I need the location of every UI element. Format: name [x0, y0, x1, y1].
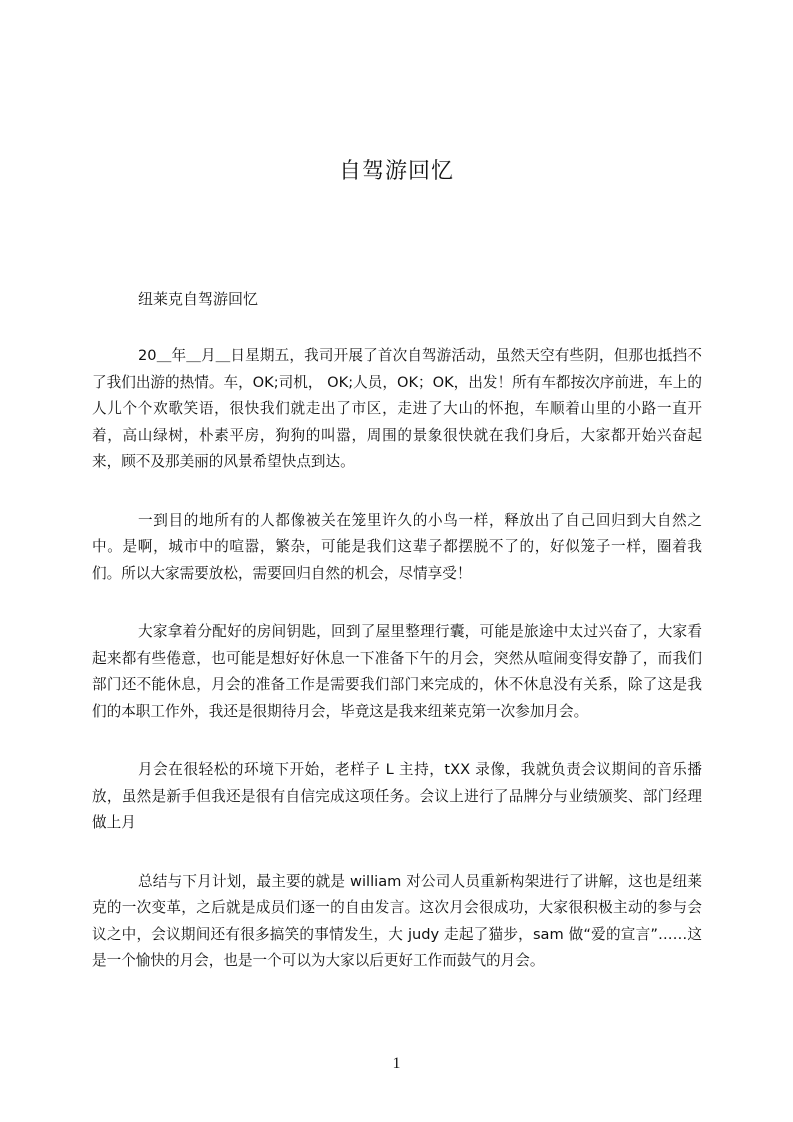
- document-body: [92, 287, 702, 975]
- section-heading: 纽莱克自驾游回忆: [138, 290, 259, 308]
- paragraph-1: 20＿年＿月＿日星期五，我司开展了首次自驾游活动，虽然天空有些阴，但那也抵挡不了我们出游的热情。车，OK;司机， OK;人员，OK；OK，出发！所有车都按次序前进，车上的人儿个个欢歌笑语，很快我们就走出了市区，走进了大山的怀抱，车顺着山里的小路一直开着，高山绿树，朴素平房，狗狗的叫嚣，周围的景象很快就在我们身后，大家都开始兴奋起来，顾不及那美丽的风景希望快点到达。: [92, 347, 702, 470]
- paragraph-4: 月会在很轻松的环境下开始，老样子 L 主持，tXX 录像，我就负责会议期间的音乐播放，虽然是新手但我还是很有自信完成这项任务。会议上进行了品牌分与业绩颁奖、部门经理做上月: [92, 761, 702, 831]
- paragraph-5: 总结与下月计划，最主要的就是 william 对公司人员重新构架进行了讲解，这也是纽莱克的一次变革，之后就是成员们逐一的自由发言。这次月会很成功，大家很积极主动的参与会议之中，会议期间还有很多搞笑的事情发生，大 judy 走起了猫步，sam 做“爱的宣言”……这是一个愉快的月会，也是一个可以为大家以后更好工作而鼓气的月会。: [92, 872, 702, 969]
- paragraph-3: 大家拿着分配好的房间钥匙，回到了屋里整理行囊，可能是旅途中太过兴奋了，大家看起来都有些倦意，也可能是想好好休息一下准备下午的月会，突然从喧闹变得安静了，而我们部门还不能休息，月会的准备工作是需要我们部门来完成的，休不休息没有关系，除了这是我们的本职工作外，我还是很期待月会，毕竟这是我来纽莱克第一次参加月会。: [92, 623, 702, 720]
- page-number: 1: [392, 1055, 401, 1072]
- paragraph-2: 一到目的地所有的人都像被关在笼里许久的小鸟一样，释放出了自己回归到大自然之中。是啊，城市中的喧嚣，繁杂，可能是我们这辈子都摆脱不了的，好似笼子一样，圈着我们。所以大家需要放松，需要回归自然的机会，尽情享受！: [92, 511, 702, 582]
- document-title: 自驾游回忆: [338, 158, 454, 184]
